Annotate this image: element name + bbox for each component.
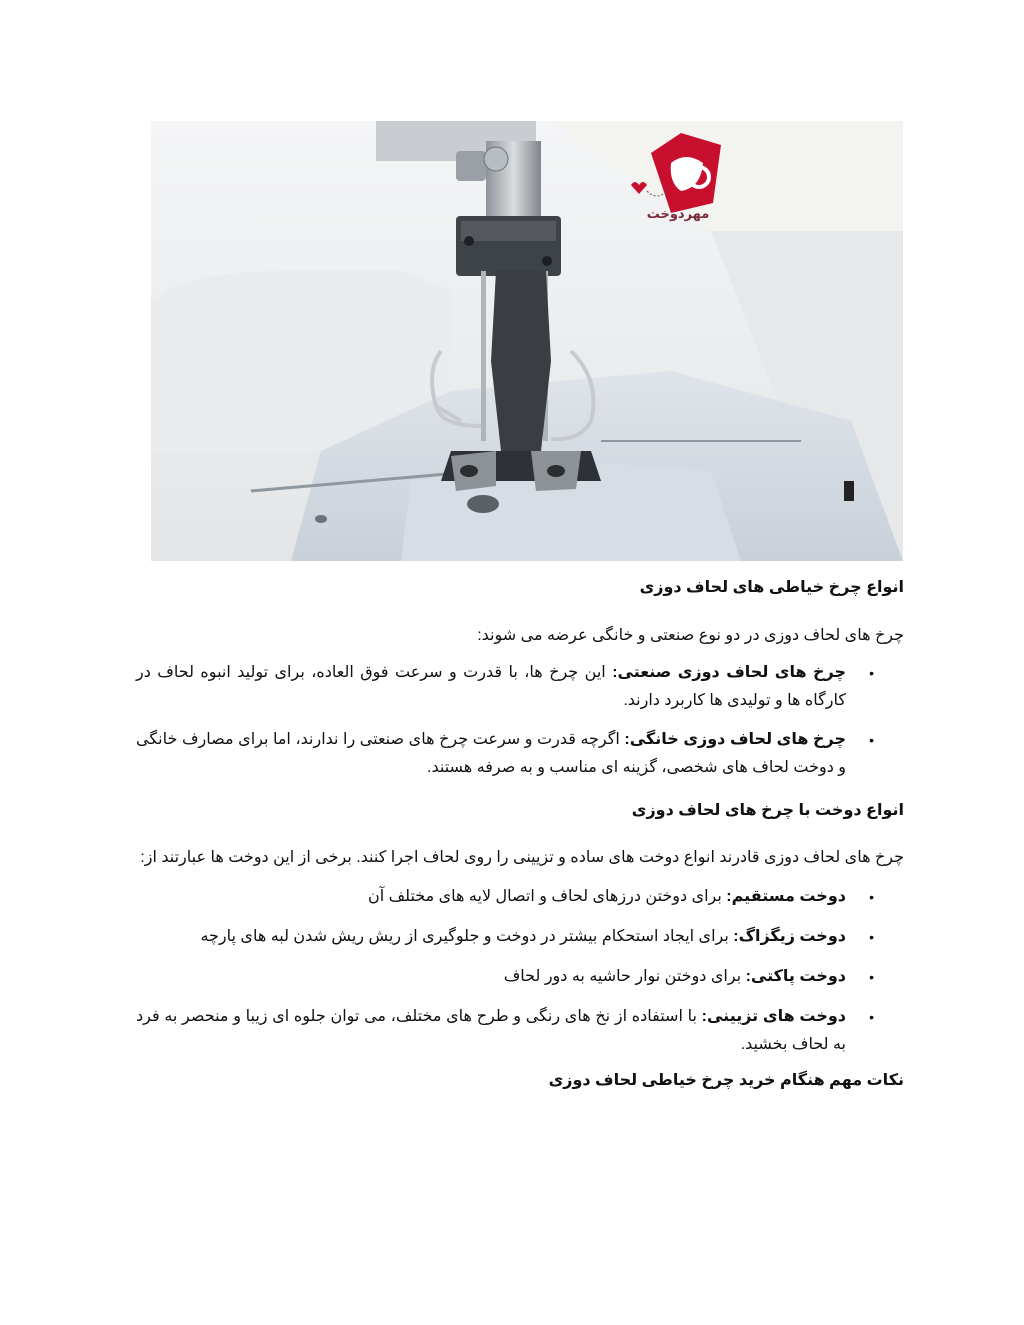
list-item (136, 923, 904, 951)
list-item-term: دوخت های تزیینی: (701, 1008, 846, 1025)
section-heading-buying-tips: نکات مهم هنگام خرید چرخ خیاطی لحاف دوزی (548, 1072, 904, 1089)
list-item-text: این چرخ ها، با قدرت و سرعت فوق العاده، برای تولید انبوه لحاف در کارگاه ها و تولیدی ها کاربرد دارند. (136, 664, 846, 709)
bullet-icon: • (869, 665, 874, 681)
intro-paragraph-1: چرخ های لحاف دوزی در دو نوع صنعتی و خانگی عرضه می شوند: (477, 627, 904, 644)
bullet-icon: • (869, 1009, 874, 1025)
list-item (136, 963, 904, 991)
list-item-text: اگرچه قدرت و سرعت چرخ های صنعتی را ندارند، اما برای مصارف خانگی و دوخت لحاف های شخصی، گزینه ای مناسب و به صرفه هستند. (136, 731, 846, 776)
section-heading-types: انواع چرخ خیاطی های لحاف دوزی (639, 579, 904, 596)
list-item-term: چرخ های لحاف دوزی خانگی: (624, 731, 847, 748)
article-content (136, 570, 904, 1093)
list-item (136, 1003, 904, 1059)
list-item-text: برای ایجاد استحکام بیشتر در دوخت و جلوگیری از ریش ریش شدن لبه های پارچه (200, 928, 734, 945)
bullet-icon: • (869, 732, 874, 748)
logo-brand-text: مهردوخت (646, 206, 710, 221)
bullet-icon: • (869, 969, 874, 985)
machine-types-list (136, 659, 904, 782)
list-item (136, 883, 904, 911)
list-item-term: دوخت پاکتی: (745, 968, 846, 985)
list-item (136, 659, 904, 715)
list-item-text: برای دوختن درزهای لحاف و اتصال لایه های مختلف آن (367, 888, 727, 905)
bullet-icon: • (869, 889, 874, 905)
list-item-text: با استفاده از نخ های رنگی و طرح های مختلف، می توان جلوه ای زیبا و منحصر به فرد به لحاف بخشید. (136, 1008, 846, 1053)
section-heading-stitches: انواع دوخت با چرخ های لحاف دوزی (631, 802, 904, 819)
list-item-term: دوخت زیگزاگ: (733, 928, 846, 945)
sewing-machine-photo (151, 121, 903, 561)
list-item (136, 726, 904, 782)
list-item-term: دوخت مستقیم: (726, 888, 846, 905)
list-item-term: چرخ های لحاف دوزی صنعتی: (612, 664, 847, 681)
intro-paragraph-2: چرخ های لحاف دوزی قادرند انواع دوخت های ساده و تزیینی را روی لحاف اجرا کنند. برخی از این دوخت ها عبارتند از: (140, 849, 904, 866)
list-item-text: برای دوختن نوار حاشیه به دور لحاف (503, 968, 746, 985)
bullet-icon: • (869, 929, 874, 945)
stitch-types-list (136, 883, 904, 1059)
